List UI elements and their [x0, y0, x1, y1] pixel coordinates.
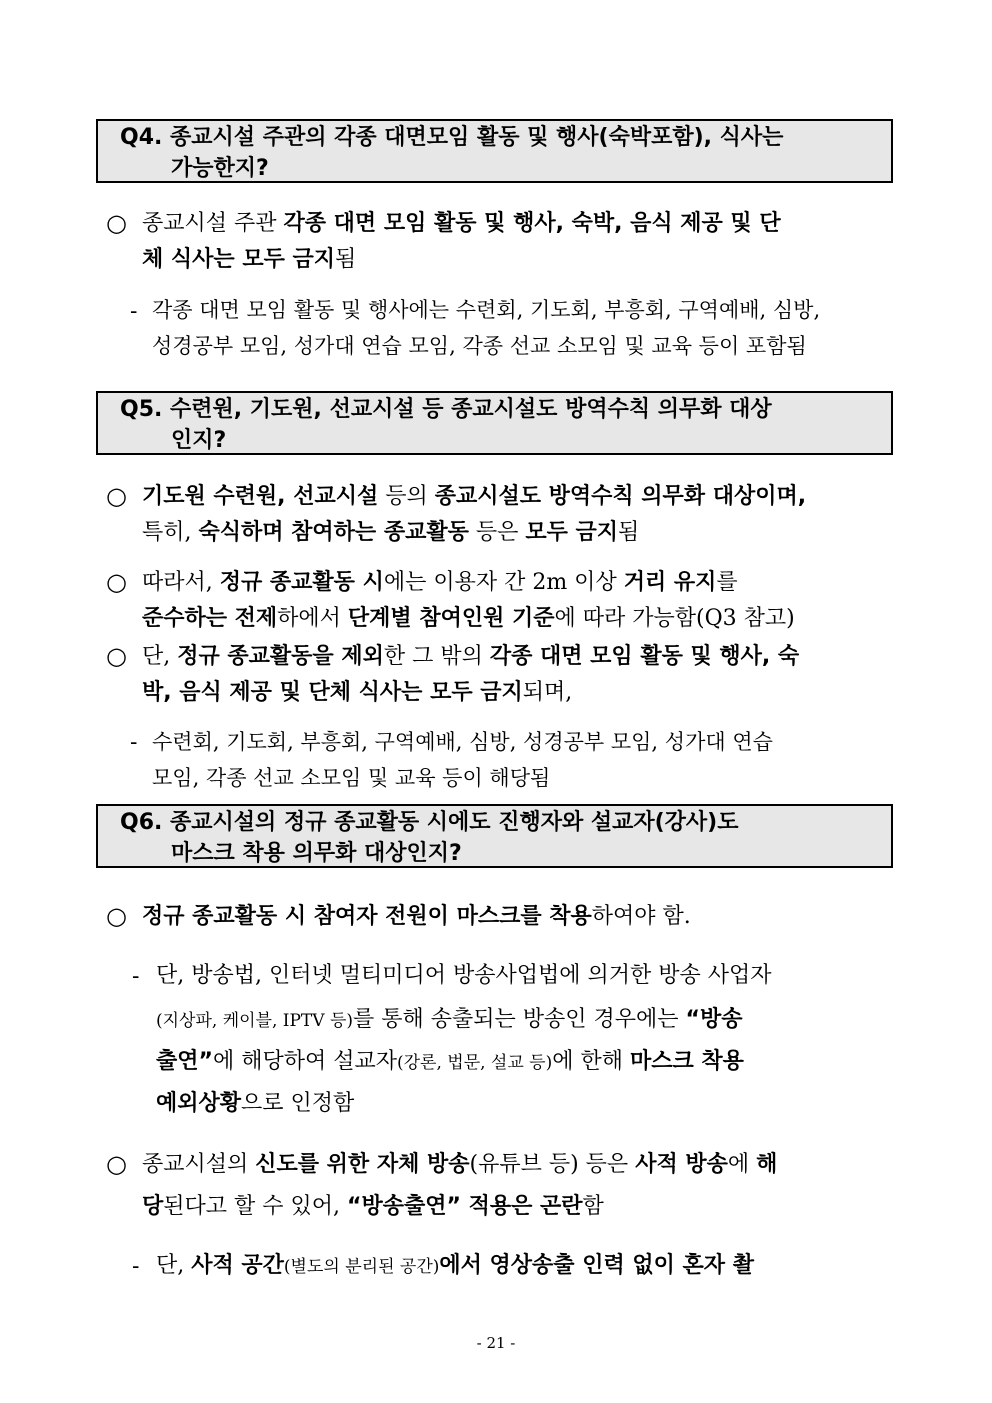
q6-sub1-line4: 예외상황으로 인정함 [156, 1091, 355, 1116]
q6-sub1-line2: (지상파, 케이블, IPTV 등)를 통해 송출되는 방송인 경우에는 “방송 [156, 1007, 743, 1032]
q4-answer1-line1: 종교시설 주관 각종 대면 모임 활동 및 행사, 숙박, 음식 제공 및 단 [142, 211, 781, 236]
q5-sub1-line2: 모임, 각종 선교 소모임 및 교육 등이 해당됨 [152, 766, 551, 790]
q6-title-line1: Q6. 종교시설의 정규 종교활동 시에도 진행자와 설교자(강사)도 [120, 810, 739, 835]
q6-answer2-line2: 당된다고 할 수 있어, “방송출연” 적용은 곤란함 [142, 1194, 604, 1219]
q6-answer1-line1: 정규 종교활동 시 참여자 전원이 마스크를 착용하여야 함. [142, 904, 691, 929]
q6-answer2-line1: 종교시설의 신도를 위한 자체 방송(유튜브 등) 등은 사적 방송에 해 [142, 1152, 778, 1177]
q5-sub1-line1: 수련회, 기도회, 부흥회, 구역예배, 심방, 성경공부 모임, 성가대 연습 [152, 730, 773, 754]
q6-sub2-dash: - [132, 1254, 140, 1279]
q4-answer1-bullet: ○ [106, 209, 127, 237]
q6-sub1-dash: - [132, 964, 140, 989]
q5-question-box [96, 391, 893, 455]
q4-title-line2: 가능한지? [171, 156, 269, 181]
q4-title-line1: Q4. 종교시설 주관의 각종 대면모임 활동 및 행사(숙박포함), 식사는 [120, 125, 784, 150]
q6-title-line2: 마스크 착용 의무화 대상인지? [171, 841, 462, 866]
q5-answer3-line1: 단, 정규 종교활동을 제외한 그 밖의 각종 대면 모임 활동 및 행사, 숙 [142, 644, 800, 669]
q5-title-line2: 인지? [171, 428, 227, 453]
q6-sub1-line1: 단, 방송법, 인터넷 멀티미디어 방송사업법에 의거한 방송 사업자 [156, 963, 772, 988]
q4-sub1-dash: - [130, 299, 138, 324]
q6-sub1-line3: 출연”에 해당하여 설교자(강론, 법문, 설교 등)에 한해 마스크 착용 [156, 1049, 744, 1074]
q5-answer3-bullet: ○ [106, 642, 127, 670]
q4-sub1-line1: 각종 대면 모임 활동 및 행사에는 수련회, 기도회, 부흥회, 구역예배, 심방, [152, 298, 821, 322]
q5-sub1-dash: - [130, 730, 138, 755]
q5-answer2-bullet: ○ [106, 568, 127, 596]
q6-sub2-line1: 단, 사적 공간(별도의 분리된 공간)에서 영상송출 인력 없이 혼자 촬 [156, 1253, 754, 1278]
page-number: - 21 - [476, 1334, 516, 1352]
q5-answer2-line2: 준수하는 전제하에서 단계별 참여인원 기준에 따라 가능함(Q3 참고) [142, 606, 795, 631]
q4-answer1-line2: 체 식사는 모두 금지됨 [142, 247, 357, 272]
q6-question-box [96, 804, 893, 868]
q5-answer3-line2: 박, 음식 제공 및 단체 식사는 모두 금지되며, [142, 680, 573, 705]
q5-answer1-bullet: ○ [106, 482, 127, 510]
q5-answer2-line1: 따라서, 정규 종교활동 시에는 이용자 간 2m 이상 거리 유지를 [142, 570, 738, 595]
q6-answer2-bullet: ○ [106, 1150, 127, 1178]
q6-answer1-bullet: ○ [106, 902, 127, 930]
q4-question-box [96, 119, 893, 183]
q4-sub1-line2: 성경공부 모임, 성가대 연습 모임, 각종 선교 소모임 및 교육 등이 포함됨 [152, 334, 807, 358]
q5-title-line1: Q5. 수련원, 기도원, 선교시설 등 종교시설도 방역수칙 의무화 대상 [120, 397, 772, 422]
q5-answer1-line2: 특히, 숙식하며 참여하는 종교활동 등은 모두 금지됨 [142, 520, 640, 545]
q5-answer1-line1: 기도원 수련원, 선교시설 등의 종교시설도 방역수칙 의무화 대상이며, [142, 484, 807, 509]
